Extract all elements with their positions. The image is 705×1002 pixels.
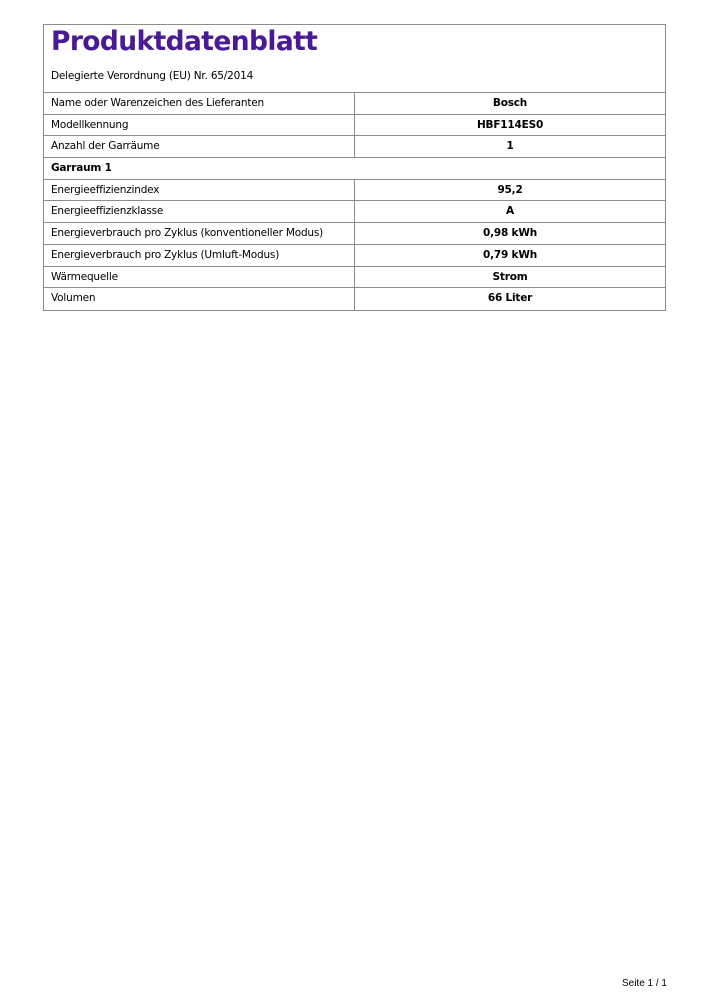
table-row: [44, 93, 665, 115]
row-value: Strom: [492, 270, 528, 283]
row-value: A: [506, 205, 514, 218]
page-title: Produktdatenblatt: [51, 26, 318, 57]
row-value: HBF114ES0: [476, 118, 544, 131]
row-label: Modellkennung: [44, 115, 355, 136]
section-heading: Garraum 1: [51, 162, 112, 175]
row-label: Wärmequelle: [44, 267, 355, 288]
row-value: 0,98 kWh: [482, 227, 537, 240]
row-label: Anzahl der Garräume: [44, 136, 355, 157]
regulation-subtitle: Delegierte Verordnung (EU) Nr. 65/2014: [51, 70, 254, 82]
table-row: [44, 267, 665, 289]
product-data-sheet: [43, 24, 666, 311]
row-label: Energieverbrauch pro Zyklus (konventioneller Modus): [44, 223, 355, 244]
table-row: [44, 136, 665, 158]
row-value: 95,2: [497, 183, 523, 196]
row-value: Bosch: [492, 97, 528, 109]
row-value: 1: [506, 140, 514, 153]
table-row: [44, 245, 665, 267]
row-label: Energieverbrauch pro Zyklus (Umluft-Modus): [44, 245, 355, 266]
row-label: Energieeffizienzklasse: [44, 201, 355, 222]
sheet-header: [44, 25, 665, 93]
row-label: Energieeffizienzindex: [44, 180, 355, 201]
table-row: [44, 115, 665, 137]
table-row: [44, 201, 665, 223]
table-row: [44, 288, 665, 310]
row-value: 66 Liter: [487, 292, 533, 305]
row-label: Name oder Warenzeichen des Lieferanten: [44, 93, 355, 114]
row-value: 0,79 kWh: [482, 248, 537, 261]
page-number: Seite 1 / 1: [621, 978, 667, 989]
row-label: Volumen: [44, 288, 355, 310]
table-row: [44, 180, 665, 202]
section-row: [44, 158, 665, 180]
table-row: [44, 223, 665, 245]
